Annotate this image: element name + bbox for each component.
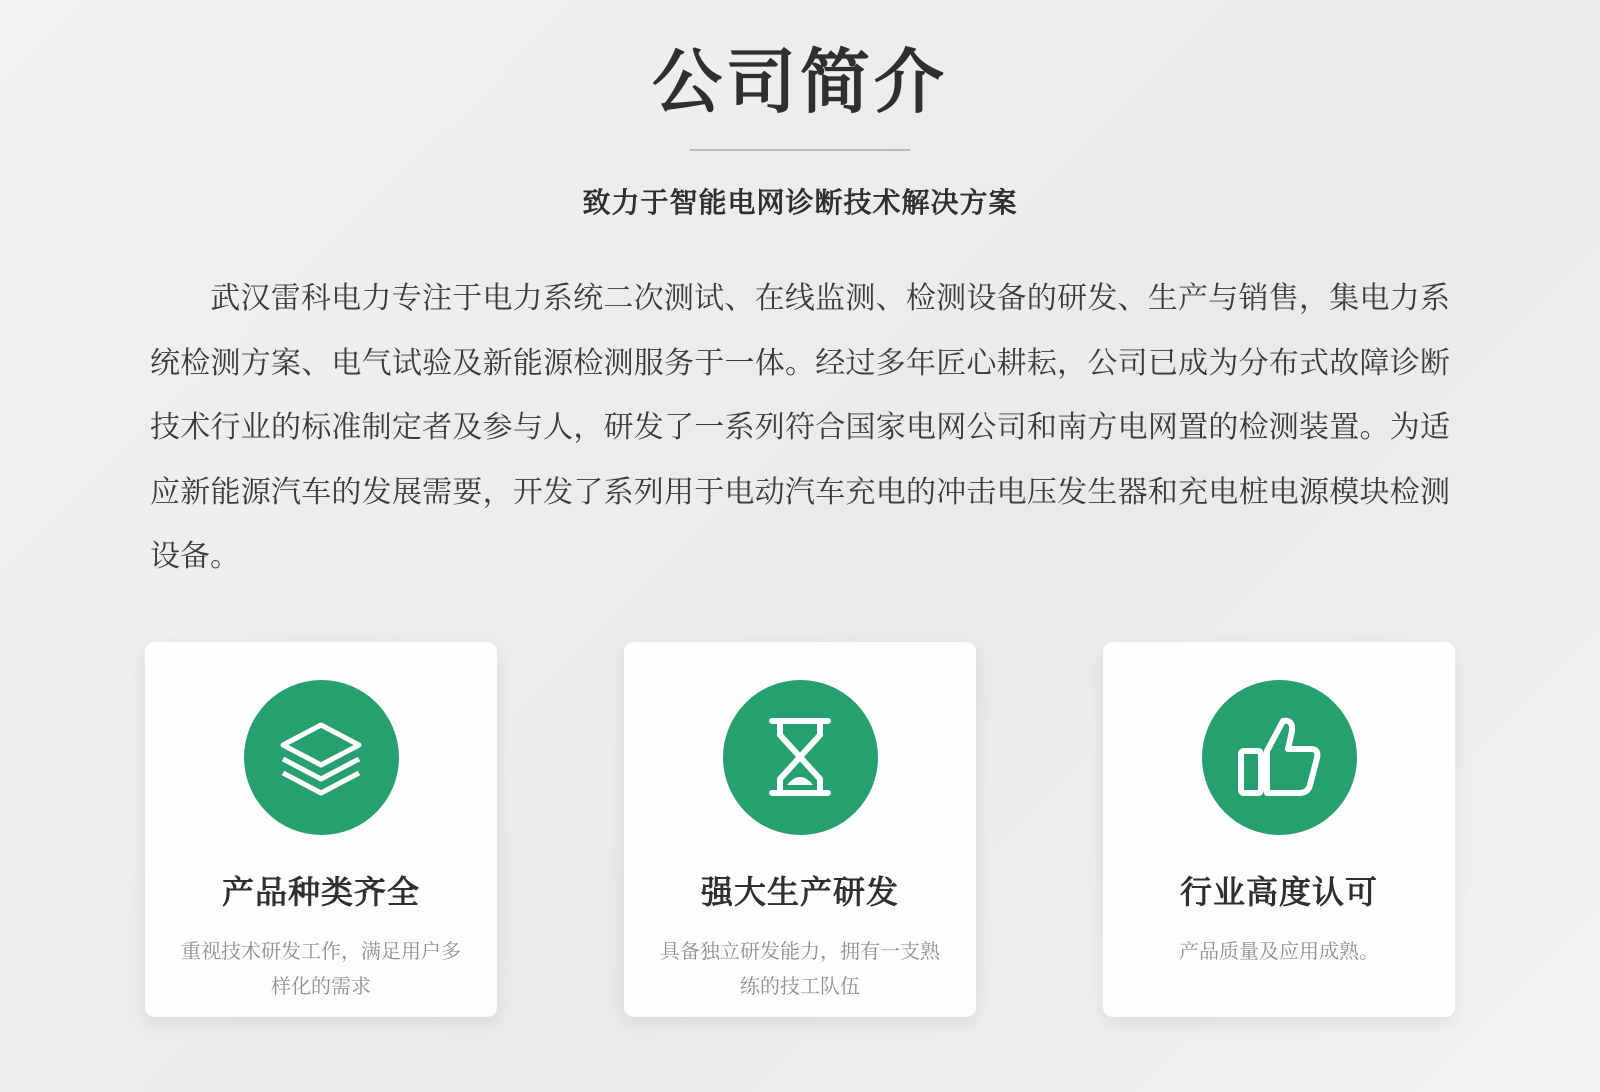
feature-card: [145, 642, 497, 1017]
feature-card-desc: 具备独立研发能力，拥有一支熟练的技工队伍: [660, 940, 940, 998]
page-subtitle: 致力于智能电网诊断技术解决方案: [582, 187, 1018, 218]
feature-card: [624, 642, 976, 1017]
title-divider: [690, 149, 910, 151]
feature-card-title: 行业高度认可: [1179, 873, 1378, 910]
layers-icon: [244, 680, 399, 835]
page-header: [0, 0, 1600, 221]
intro-text: 武汉雷科电力专注于电力系统二次测试、在线监测、检测设备的研发、生产与销售，集电力系统检测方案、电气试验及新能源检测服务于一体。经过多年匠心耕耘，公司已成为分布式故障诊断技术行业的标准制定者及参与人，研发了一系列符合国家电网公司和南方电网置的检测装置。为适应新能源汽车的发展需要，开发了系列用于电动汽车充电的冲击电压发生器和充电桩电源模块检测设备。: [150, 282, 1450, 573]
feature-card-title: 产品种类齐全: [221, 873, 420, 910]
intro-paragraph: [150, 267, 1450, 590]
feature-card-title: 强大生产研发: [700, 873, 899, 910]
thumbs-up-icon: [1202, 680, 1357, 835]
feature-card: [1103, 642, 1455, 1017]
hourglass-icon: [723, 680, 878, 835]
page-title: 公司简介: [652, 43, 948, 121]
feature-card-list: [145, 642, 1455, 1017]
feature-card-desc: 重视技术研发工作，满足用户多样化的需求: [181, 940, 461, 998]
feature-card-desc: 产品质量及应用成熟。: [1179, 940, 1379, 963]
